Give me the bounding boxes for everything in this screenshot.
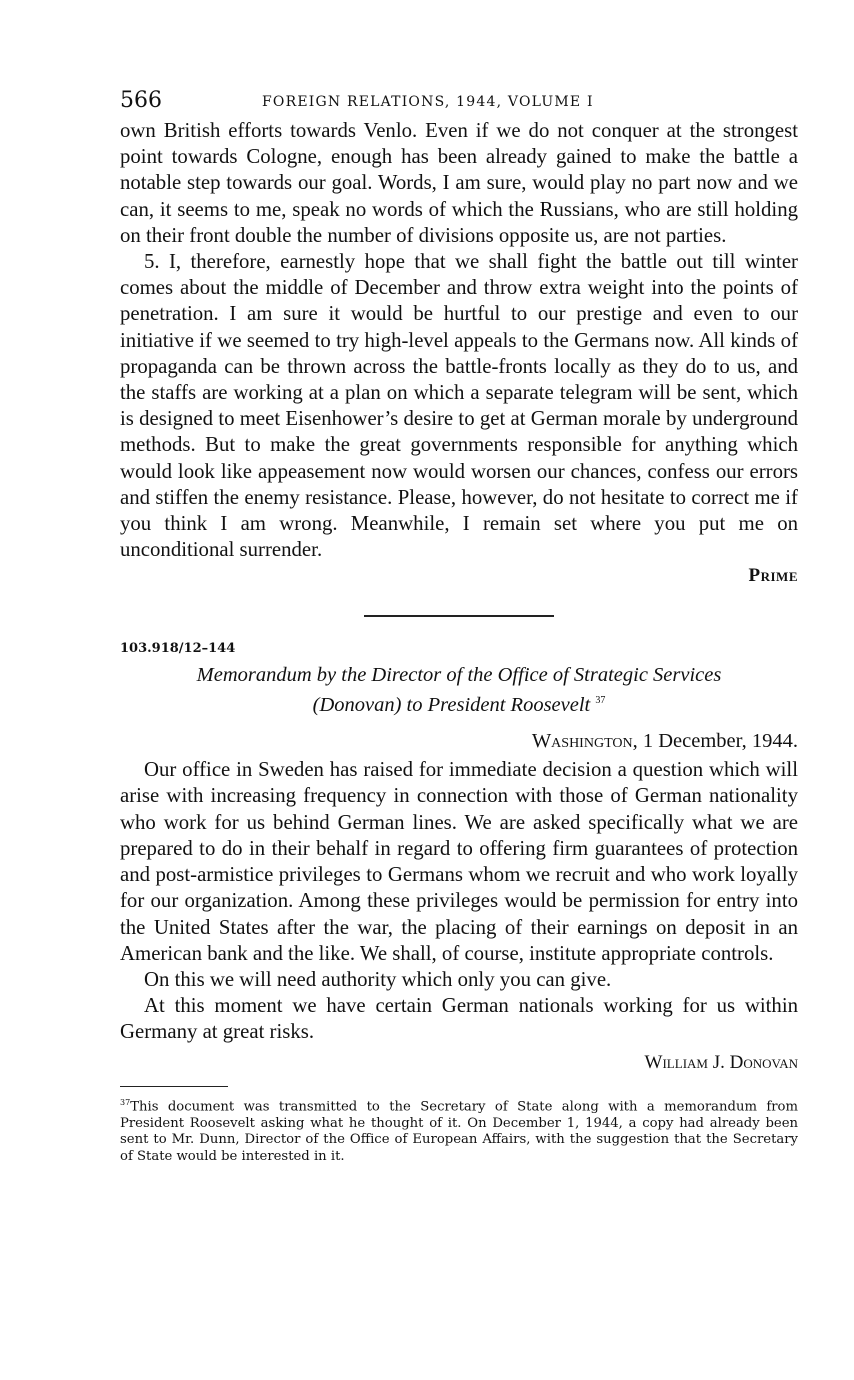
memorandum-title-line1: Memorandum by the Director of the Office of Strategic Services: [196, 664, 722, 687]
page-header: [120, 86, 798, 118]
prime-message: [120, 118, 798, 563]
memorandum-title: [120, 662, 798, 718]
memorandum-paragraph-3: At this moment we have certain German nationals working for us within Germany at great risks.: [120, 994, 798, 1044]
dateline-place: Washington: [531, 730, 633, 753]
dateline: [120, 730, 798, 753]
page-number: 566: [120, 88, 162, 113]
running-title: FOREIGN RELATIONS, 1944, VOLUME I: [262, 94, 594, 110]
document-page: [120, 86, 798, 1165]
message-signature: Prime: [748, 565, 798, 587]
dateline-date: , 1 December, 1944.: [632, 730, 798, 753]
footnote-reference: 37: [595, 695, 606, 707]
footnote-text: This document was transmitted to the Secretary of State along with a memorandum from President Roosevelt asking what he thought of it. On December 1, 1944, a copy had already been sent to Mr. Dunn, Director of the Office of European Affairs, with the suggestion that the Secretary of State would be interested in it.: [120, 1099, 798, 1164]
footnote-mark: 37: [120, 1098, 131, 1108]
file-number: 103.918/12–144: [120, 641, 236, 657]
footnote-divider: [120, 1086, 228, 1088]
memorandum-paragraph-2: On this we will need authority which only you can give.: [144, 967, 612, 991]
memorandum-title-line2-wrap: [120, 688, 798, 718]
message-paragraph-5: 5. I, therefore, earnestly hope that we shall fight the battle out till winter comes about the middle of December and throw extra weight into the points of penetration. I am sure it would be hurtful to our prestige and even to our initiative if we seemed to try high-level appeals to the Germans now. All kinds of propaganda can be thrown across the battle-fronts locally as they do to us, and the staffs are working at a plan on which a separate telegram will be sent, which is designed to meet Eisenhower’s desire to get at German morale by underground methods. But to make the great governments responsible for anything which would look like appeasement now would worsen our chances, confess our errors and stiffen the enemy resistance. Please, however, do not hesitate to correct me if you think I am wrong. Meanwhile, I remain set where you put me on unconditional surrender.: [120, 250, 798, 562]
footnote: [120, 1095, 798, 1165]
memorandum-body: [120, 757, 798, 1045]
memorandum-paragraph-1: Our office in Sweden has raised for immediate decision a question which will arise with increasing frequency in connection with those of German nationality who work for us behind German lines. We are asked specifically what we are prepared to do in their behalf in regard to offering firm guarantees of protection and post-armistice privileges to Germans whom we recruit and who work loyally for our organization. Among these privileges would be permission for entry into the United States after the war, the placing of their earnings on deposit in an American bank and the like. We shall, of course, institute appropriate controls.: [120, 758, 798, 965]
memorandum-signer: William J. Donovan: [644, 1051, 798, 1073]
memorandum-title-line2: (Donovan) to President Roosevelt: [312, 694, 591, 717]
section-divider: [364, 615, 554, 617]
message-paragraph-continued: own British efforts towards Venlo. Even if we do not conquer at the strongest point towards Cologne, enough has been already gained to make the battle a notable step towards our goal. Words, I am sure, would play no part now and we can, it seems to me, speak no words of which the Russians, who are still holding on their front double the number of divisions opposite us, are not parties.: [120, 119, 798, 247]
